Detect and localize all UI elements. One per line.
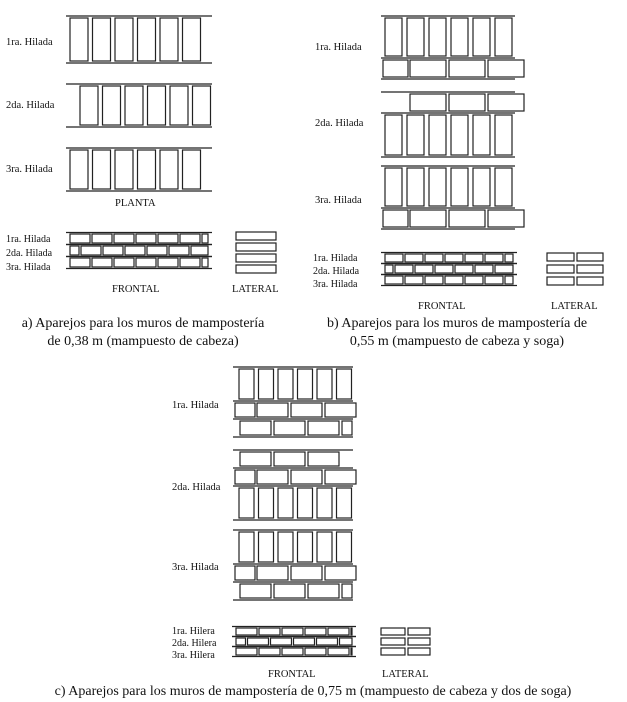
- panel-a-front-brick: [125, 246, 145, 255]
- panel-b-front-brick: [405, 276, 423, 284]
- panel-b-header-brick: [451, 18, 468, 56]
- panel-b-side-label: LATERAL: [551, 301, 598, 312]
- panel-b-front-brick: [445, 276, 463, 284]
- panel-a-front-brick: [92, 258, 112, 267]
- panel-c-front-brick: [294, 638, 315, 645]
- panel-b-header-brick: [451, 115, 468, 155]
- panel-b-header-brick: [385, 18, 402, 56]
- panel-c-front-brick: [328, 628, 349, 635]
- panel-b-side-brick: [547, 265, 574, 273]
- panel-c-front-brick: [305, 628, 326, 635]
- panel-c-front-brick: [282, 648, 303, 655]
- panel-b-front-brick: [505, 276, 513, 284]
- panel-b-stretcher-brick: [383, 60, 408, 77]
- panel-c-header-brick: [337, 532, 352, 562]
- panel-a-front-brick: [70, 258, 90, 267]
- panel-b-stretcher-brick: [449, 210, 485, 227]
- panel-a-front-brick: [136, 258, 156, 267]
- panel-b-row3-label: 3ra. Hilada: [315, 195, 362, 206]
- panel-c-stretcher-brick: [274, 584, 305, 598]
- panel-c-stretcher-brick: [274, 421, 305, 435]
- panel-b-header-brick: [495, 18, 512, 56]
- panel-a-header-brick: [93, 18, 111, 61]
- panel-c-header-brick: [298, 369, 313, 399]
- panel-a-front-brick: [180, 234, 200, 243]
- panel-b-front-row1-label: 1ra. Hilada: [313, 253, 358, 264]
- panel-a-front-row3-label: 3ra. Hilada: [6, 262, 51, 273]
- panel-a-side-label: LATERAL: [232, 284, 279, 295]
- panel-a-row2-label: 2da. Hilada: [6, 100, 55, 111]
- panel-b-header-brick: [495, 115, 512, 155]
- panel-a-row1-label: 1ra. Hilada: [6, 37, 53, 48]
- panel-b-header-brick: [473, 168, 490, 206]
- panel-b-front-brick: [425, 254, 443, 262]
- panel-b-header-brick: [451, 168, 468, 206]
- panel-a-side-brick: [236, 265, 276, 273]
- panel-a-header-brick: [193, 86, 211, 125]
- panel-c-stretcher-brick: [325, 470, 356, 484]
- panel-c-side-brick: [381, 648, 405, 655]
- panel-c-front-brick: [271, 638, 292, 645]
- panel-c-stretcher-brick: [257, 470, 288, 484]
- panel-a-front-brick: [158, 234, 178, 243]
- panel-b-front-row3-label: 3ra. Hilada: [313, 279, 358, 290]
- panel-b-front-brick: [435, 265, 453, 273]
- panel-a-header-brick: [80, 86, 98, 125]
- panel-a-header-brick: [115, 150, 133, 189]
- panel-c-stretcher-brick: [240, 584, 271, 598]
- panel-c-side-brick: [381, 638, 405, 645]
- panel-a-front-brick: [92, 234, 112, 243]
- panel-c-stretcher-brick: [235, 566, 255, 580]
- panel-c-header-brick: [298, 532, 313, 562]
- panel-c-front-row2-label: 2da. Hilera: [172, 638, 217, 649]
- panel-c-front-row1-label: 1ra. Hilera: [172, 626, 215, 637]
- panel-a-front-brick: [191, 246, 208, 255]
- panel-c-stretcher-brick: [235, 403, 255, 417]
- panel-c-header-brick: [239, 369, 254, 399]
- panel-b-header-brick: [407, 18, 424, 56]
- panel-c-stretcher-brick: [291, 566, 322, 580]
- panel-c-stretcher-brick: [291, 403, 322, 417]
- panel-c-stretcher-brick: [257, 566, 288, 580]
- panel-c-stretcher-brick: [274, 452, 305, 466]
- panel-c-header-brick: [259, 532, 274, 562]
- panel-a-header-brick: [115, 18, 133, 61]
- panel-c-row2-label: 2da. Hilada: [172, 482, 221, 493]
- panel-a-header-brick: [170, 86, 188, 125]
- panel-c-stretcher-brick: [308, 421, 339, 435]
- panel-a-caption-line2: de 0,38 m (mampuesto de cabeza): [47, 334, 239, 349]
- panel-c-front-brick: [236, 638, 246, 645]
- panel-b-stretcher-brick: [410, 60, 446, 77]
- panel-a-header-brick: [183, 150, 201, 189]
- panel-a-header-brick: [93, 150, 111, 189]
- panel-b-side-brick: [577, 253, 603, 261]
- panel-c-front-brick: [236, 628, 257, 635]
- panel-c-header-brick: [259, 369, 274, 399]
- panel-a-caption-line1: a) Aparejos para los muros de mampostería: [21, 316, 265, 331]
- panel-b-header-brick: [429, 115, 446, 155]
- panel-c-header-brick: [278, 369, 293, 399]
- panel-b-front-brick: [415, 265, 433, 273]
- panel-b-header-brick: [407, 115, 424, 155]
- panel-b-header-brick: [407, 168, 424, 206]
- panel-a-front-brick: [114, 258, 134, 267]
- panel-b-stretcher-brick: [488, 94, 524, 111]
- panel-c-header-brick: [317, 369, 332, 399]
- panel-b-front-brick: [465, 254, 483, 262]
- panel-c-header-brick: [239, 488, 254, 518]
- panel-c-side-label: LATERAL: [382, 669, 429, 680]
- panel-c-stretcher-brick: [240, 452, 271, 466]
- panel-a-front-brick: [103, 246, 123, 255]
- panel-a-front-brick: [147, 246, 167, 255]
- panel-a-header-brick: [125, 86, 143, 125]
- panel-a-front-brick: [81, 246, 101, 255]
- panel-c-front-brick: [305, 648, 326, 655]
- panel-c-front-brick: [317, 638, 338, 645]
- panel-a-front-brick: [114, 234, 134, 243]
- panel-c-header-brick: [278, 532, 293, 562]
- panel-c-front-brick: [236, 648, 257, 655]
- panel-c-front-brick: [282, 628, 303, 635]
- panel-c-caption: c) Aparejos para los muros de mampostería de 0,75 m (mampuesto de cabeza y dos de soga): [54, 684, 572, 699]
- panel-c-stretcher-brick: [291, 470, 322, 484]
- panel-c-stretcher-brick: [342, 421, 352, 435]
- panel-b-front-label: FRONTAL: [418, 301, 466, 312]
- panel-c-header-brick: [259, 488, 274, 518]
- panel-c-stretcher-brick: [257, 403, 288, 417]
- panel-b-front-brick: [505, 254, 513, 262]
- panel-c-stretcher-brick: [325, 566, 356, 580]
- panel-c-header-brick: [239, 532, 254, 562]
- panel-c-front-row3-label: 3ra. Hilera: [172, 650, 215, 661]
- panel-b-header-brick: [473, 18, 490, 56]
- panel-c-front-brick: [328, 648, 349, 655]
- panel-c-side-brick: [408, 648, 430, 655]
- panel-b-front-brick: [485, 276, 503, 284]
- panel-a-header-brick: [70, 150, 88, 189]
- panel-b-stretcher-brick: [410, 210, 446, 227]
- panel-a-header-brick: [160, 150, 178, 189]
- panel-b-front-brick: [385, 254, 403, 262]
- panel-b-side-brick: [547, 253, 574, 261]
- panel-b-side-brick: [577, 265, 603, 273]
- panel-c-front-brick: [340, 638, 353, 645]
- panel-b-side-brick: [577, 277, 603, 285]
- panel-c-header-brick: [337, 369, 352, 399]
- panel-b-header-brick: [385, 168, 402, 206]
- panel-b-front-brick: [385, 276, 403, 284]
- panel-a-header-brick: [148, 86, 166, 125]
- panel-c-front-brick: [259, 628, 280, 635]
- panel-a-header-brick: [183, 18, 201, 61]
- panel-c-front-brick: [351, 648, 352, 655]
- panel-c-stretcher-brick: [308, 584, 339, 598]
- panel-c-header-brick: [317, 488, 332, 518]
- panel-c-front-brick: [248, 638, 269, 645]
- panel-a-side-brick: [236, 254, 276, 262]
- panel-b-stretcher-brick: [449, 94, 485, 111]
- panel-c-front-brick: [259, 648, 280, 655]
- panel-c-header-brick: [337, 488, 352, 518]
- panel-a-front-brick: [169, 246, 189, 255]
- panel-c-side-brick: [408, 638, 430, 645]
- panel-c-header-brick: [298, 488, 313, 518]
- panel-b-row2-label: 2da. Hilada: [315, 118, 364, 129]
- panel-c-header-brick: [317, 532, 332, 562]
- panel-b-front-brick: [495, 265, 513, 273]
- panel-c-stretcher-brick: [308, 452, 339, 466]
- panel-b-front-brick: [405, 254, 423, 262]
- panel-c-row3-label: 3ra. Hilada: [172, 562, 219, 573]
- panel-a-front-row1-label: 1ra. Hilada: [6, 234, 51, 245]
- panel-b-front-brick: [455, 265, 473, 273]
- panel-b-stretcher-brick: [488, 60, 524, 77]
- panel-b-front-brick: [475, 265, 493, 273]
- panel-c-side-brick: [381, 628, 405, 635]
- panel-b-stretcher-brick: [410, 94, 446, 111]
- panel-b-caption-line1: b) Aparejos para los muros de mampostería de: [326, 316, 588, 331]
- panel-b-stretcher-brick: [449, 60, 485, 77]
- panel-b-front-brick: [465, 276, 483, 284]
- panel-a-front-brick: [202, 234, 208, 243]
- panel-c-stretcher-brick: [235, 470, 255, 484]
- panel-a-front-brick: [70, 234, 90, 243]
- panel-b-stretcher-brick: [488, 210, 524, 227]
- panel-b-side-brick: [547, 277, 574, 285]
- panel-b-header-brick: [385, 115, 402, 155]
- panel-b-front-brick: [385, 265, 393, 273]
- panel-c-side-brick: [408, 628, 430, 635]
- panel-c-stretcher-brick: [342, 584, 352, 598]
- panel-b-header-brick: [429, 168, 446, 206]
- panel-c-stretcher-brick: [240, 421, 271, 435]
- panel-a-row3-label: 3ra. Hilada: [6, 164, 53, 175]
- panel-a-header-brick: [103, 86, 121, 125]
- panel-a-header-brick: [160, 18, 178, 61]
- panel-b-header-brick: [473, 115, 490, 155]
- panel-a-front-row2-label: 2da. Hilada: [6, 248, 53, 259]
- panel-c-front-label: FRONTAL: [268, 669, 316, 680]
- panel-b-front-row2-label: 2da. Hilada: [313, 266, 360, 277]
- panel-c-header-brick: [278, 488, 293, 518]
- panel-b-header-brick: [429, 18, 446, 56]
- panel-a-side-brick: [236, 232, 276, 240]
- panel-a-header-brick: [138, 18, 156, 61]
- panel-b-front-brick: [485, 254, 503, 262]
- panel-a-front-brick: [136, 234, 156, 243]
- panel-a-front-brick: [70, 246, 79, 255]
- panel-c-stretcher-brick: [325, 403, 356, 417]
- panel-b-front-brick: [425, 276, 443, 284]
- panel-a-header-brick: [138, 150, 156, 189]
- panel-b-caption-line2: 0,55 m (mampuesto de cabeza y soga): [349, 334, 565, 349]
- panel-a-front-brick: [180, 258, 200, 267]
- panel-a-side-brick: [236, 243, 276, 251]
- panel-a-front-brick: [202, 258, 208, 267]
- panel-b-front-brick: [445, 254, 463, 262]
- panel-b-front-brick: [395, 265, 413, 273]
- panel-b-header-brick: [495, 168, 512, 206]
- panel-a-plan-label: PLANTA: [115, 198, 156, 209]
- panel-b-row1-label: 1ra. Hilada: [315, 42, 362, 53]
- panel-a-front-label: FRONTAL: [112, 284, 160, 295]
- panel-a-header-brick: [70, 18, 88, 61]
- panel-a-front-brick: [158, 258, 178, 267]
- panel-c-front-brick: [351, 628, 352, 635]
- panel-b-stretcher-brick: [383, 210, 408, 227]
- panel-c-row1-label: 1ra. Hilada: [172, 400, 219, 411]
